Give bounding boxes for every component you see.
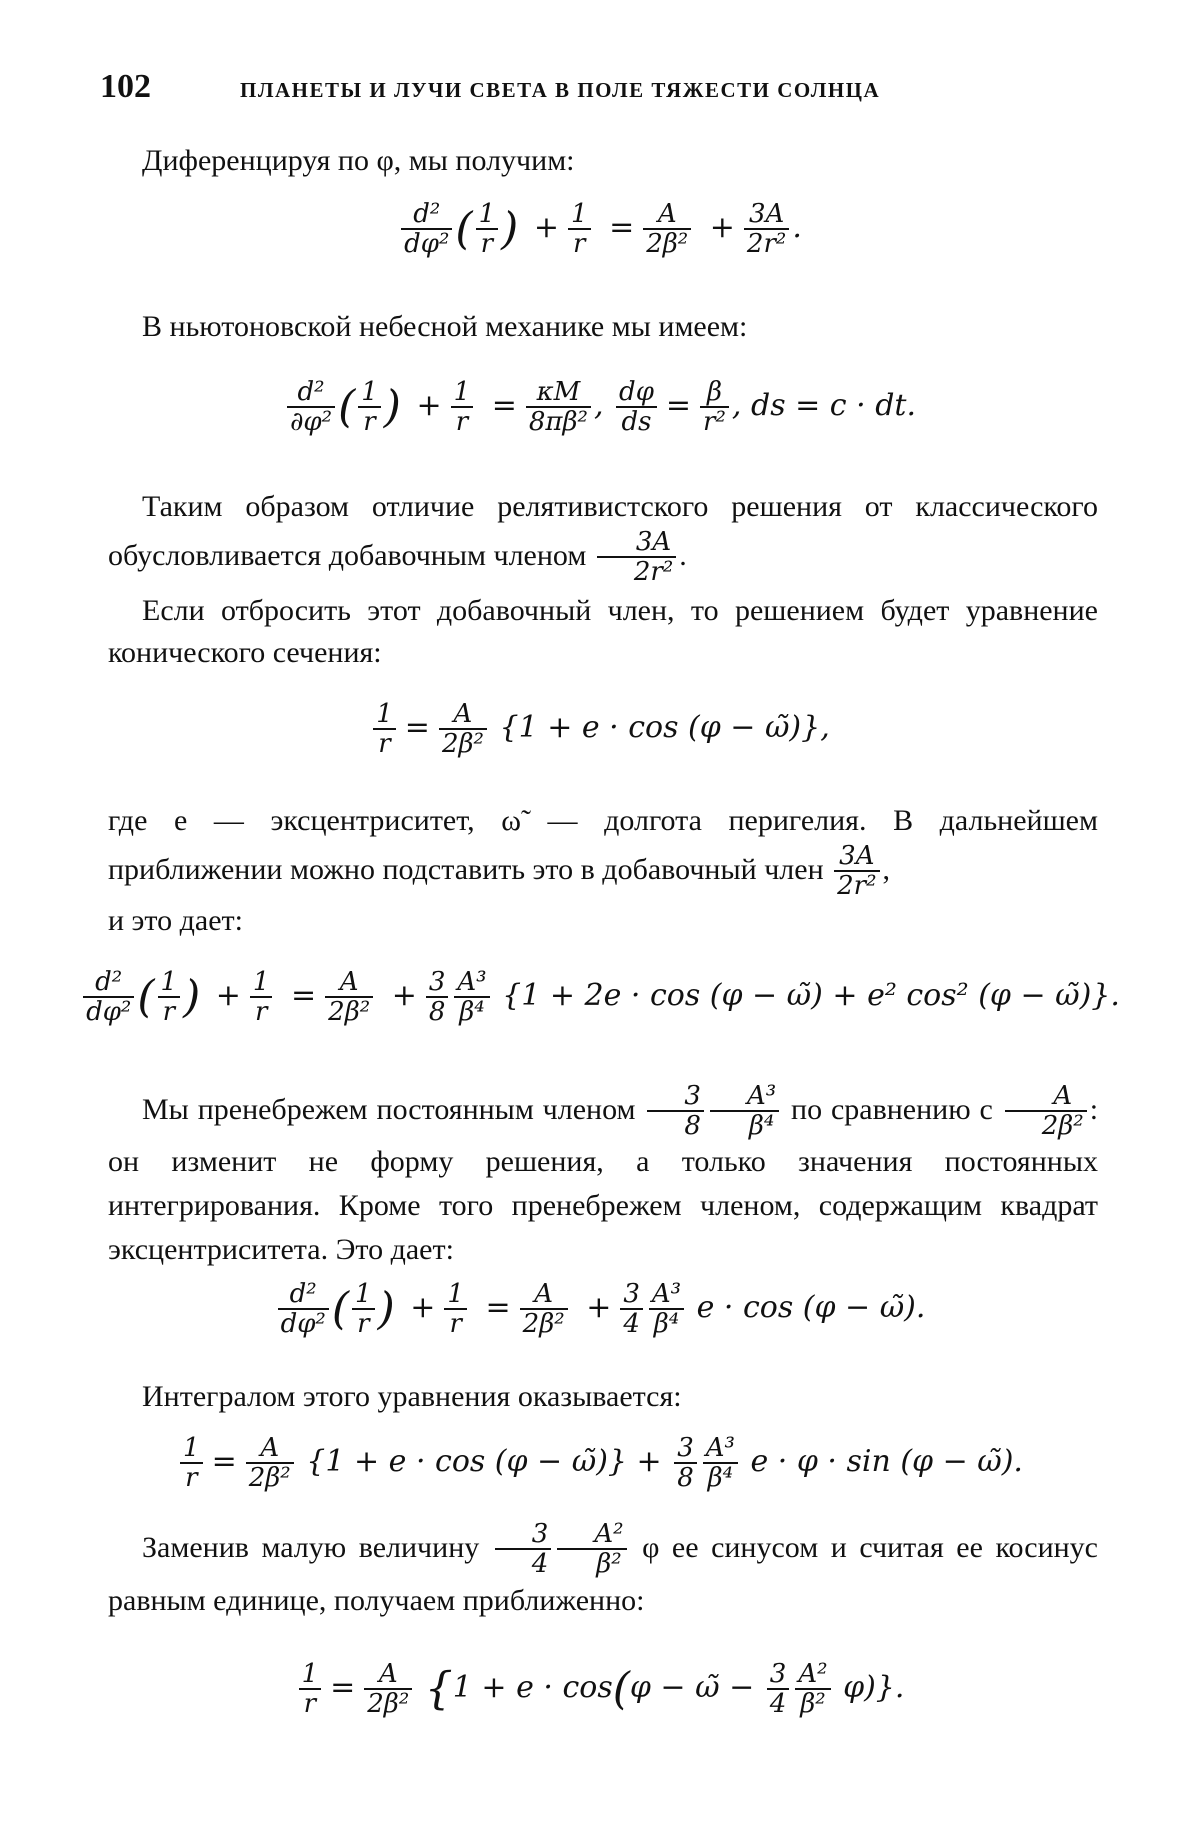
paragraph-3-text: Таким образом отличие релятивистского решения от классического обусловливается добавочным членом — [108, 490, 1098, 572]
equation-4: $\frac{\text{d²}}{\text{dφ²}}$ ( $\frac{1}{r}$ ) + $\frac{1}{r}$ = $\frac{A}{\text{2β²}}$ + $\frac{3}{8}$ $\frac{\text{A³}}{\text{β⁴}}$ {1 + 2e · cos (φ − ω̃) + e² cos² (φ − ω̃)}. — [0, 968, 1200, 1026]
paragraph-6: Мы пренебрежем постоянным членом $\frac{3}{8}$ $\frac{\text{A³}}{\text{β⁴}}$ по сравнению с $\frac{A}{\text{2β²}}$ : он изменит не форму решения, а только значения постоянных интегрирования. Кроме того пренебрежем членом, содержащим квадрат эксцентриситета. Это дает: — [108, 1081, 1099, 1266]
page-number: 102 — [100, 68, 151, 105]
equation-7: $\frac{1}{r}$ = $\frac{A}{\text{2β²}}$ {1 + e · cos(φ − ω̃ − $\frac{3}{4}$ $\frac{\text{A²}}{\text{β²}}$ φ)}. — [0, 1660, 1200, 1718]
eq4-tail: {1 + 2e · cos (φ − ω̃) + e² cos² (φ − ω̃)}. — [502, 978, 1120, 1013]
paragraph-2: В ньютоновской небесной механике мы имеем: — [142, 310, 748, 343]
ds-relation: ds = c · dt. — [750, 388, 916, 423]
eq6-mid: {1 + e · cos (φ − ω̃)} + — [306, 1444, 662, 1479]
equation-5: $\frac{\text{d²}}{\text{dφ²}}$ ( $\frac{1}{r}$ ) + $\frac{1}{r}$ = $\frac{A}{\text{2β²}}$ + $\frac{3}{4}$ $\frac{\text{A³}}{\text{β⁴}}$ e · cos (φ − ω̃). — [0, 1280, 1200, 1338]
paragraph-7: Интегралом этого уравнения оказывается: — [142, 1380, 682, 1413]
paragraph-5-text: где e — эксцентриситет, ω̃ — долгота перигелия. В дальнейшем приближении можно подставить это в добавочный член — [108, 804, 1098, 886]
paragraph-5: где e — эксцентриситет, ω̃ — долгота перигелия. В дальнейшем приближении можно подставить это в добавочный член $\frac{3A}{\text{2r²}}$ , и это дает: — [108, 804, 1098, 937]
eq6-tail: e · φ · sin (φ − ω̃). — [750, 1444, 1023, 1479]
paragraph-3: Таким образом отличие релятивистского решения от классического обусловливается добавочным членом $\frac{3A}{\text{2r²}}$ . — [108, 490, 1098, 587]
eq5-tail: e · cos (φ − ω̃). — [696, 1290, 926, 1325]
paragraph-6-c: он изменит не форму решения, а только значения постоянных интегрирования. Кроме того пренебрежем членом, содержащим квадрат эксцентриситета. Это дает: — [108, 1145, 1098, 1266]
paragraph-8-a: Заменив малую величину — [142, 1531, 480, 1564]
conic-tail: {1 + e · cos (φ − ω̃)}, — [499, 710, 830, 745]
equation-6: $\frac{1}{r}$ = $\frac{A}{\text{2β²}}$ {1 + e · cos (φ − ω̃)} + $\frac{3}{8}$ $\frac{\text{A³}}{\text{β⁴}}$ e · φ · sin (φ − ω̃). — [0, 1434, 1200, 1492]
equation-conic: $\frac{1}{r}$ = $\frac{A}{\text{2β²}}$ {1 + e · cos (φ − ω̃)}, — [0, 700, 1200, 758]
paragraph-6-b: по сравнению с — [791, 1093, 993, 1126]
paragraph-1: Диференцируя по φ, мы получим: — [142, 144, 575, 177]
running-title: ПЛАНЕТЫ И ЛУЧИ СВЕТА В ПОЛЕ ТЯЖЕСТИ СОЛНЦА — [240, 78, 881, 102]
paragraph-6-a: Мы пренебрежем постоянным членом — [142, 1093, 636, 1126]
paragraph-4: Если отбросить этот добавочный член, то решением будет уравнение конического сечения: — [108, 594, 1098, 669]
paragraph-8: Заменив малую величину $\frac{3}{4}$ $\frac{\text{A²}}{\text{β²}}$ φ ее синусом и считая ее косинус равным единице, получаем приближенно: — [108, 1519, 1099, 1617]
paragraph-5-end: и это дает: — [108, 904, 243, 937]
paragraph-8-b: φ ее синусом и считая ее косинус равным единице, получаем приближенно: — [108, 1531, 1099, 1617]
equation-1: $\frac{\text{d²}}{\text{dφ²}}$ ( $\frac{1}{r}$ ) + $\frac{1}{r}$ = $\frac{A}{\text{2β²}}$ + $\frac{3A}{\text{2r²}}$ . — [0, 200, 1200, 258]
eq7-tail: φ)}. — [843, 1670, 905, 1705]
equation-2: $\frac{\text{d²}}{\text{∂φ²}}$ ( $\frac{1}{r}$ ) + $\frac{1}{r}$ = $\frac{\kappa M}{\text{8πβ²}}$ , $\frac{d\varphi}{ds}$ = $\frac{\beta}{\text{r²}}$ , ds = c · dt. — [0, 378, 1200, 436]
